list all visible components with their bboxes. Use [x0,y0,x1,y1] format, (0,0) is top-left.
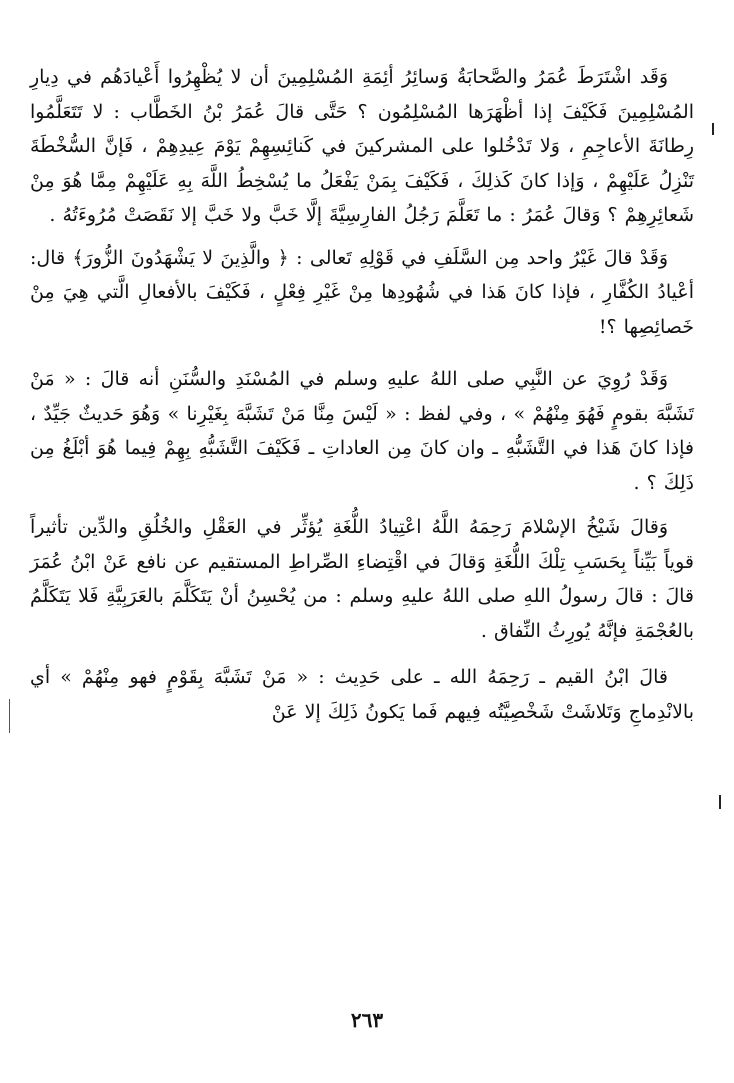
margin-mark [719,795,721,809]
paragraph-1: وَقَد اشْتَرَطَ عُمَرُ والصَّحابَةُ وَسائِرُ أئِمَةِ المُسْلِمِينَ أن لا يُظْهِرُوا أَعْيادَهُم في دِيارِ المُسْلِمِينَ فَكَيْفَ إذا أظْهَرَها المُسْلِمُون ؟ حَتَّى قالَ عُمَرُ بْنُ الخَطَّاب : لا تَتَعَلَّمُوا رِطانَةَ الأعاجِمِ ، وَلا تَدْخُلوا على المشركينَ في كَنائِسِهِمْ يَوْمَ عِيدِهِمْ ، فَإنَّ السُّخْطَةَ تَنْزِلُ عَلَيْهِمْ ، وَإذا كانَ كَذلِكَ ، فَكَيْفَ بِمَنْ يَفْعَلُ ما يُسْخِطُ اللَّهَ بِهِ عَلَيْهِمْ مِمَّا هُوَ مِنْ شَعائِرِهِمْ ؟ وَقالَ عُمَرُ : ما تَعَلَّمَ رَجُلُ الفارِسِيَّةَ إلَّا خَبَّ ولا خَبَّ إلا نَقَصَتْ مُرُوءَتُهُ . [30,66,694,226]
margin-mark [9,699,10,733]
paragraph-5: قالَ ابْنُ القيم ـ رَحِمَهُ الله ـ على حَدِيث : « مَنْ تَشَبَّهَ بِقَوْمٍ فهو مِنْهُمْ » أي بالانْدِماجِ وَتَلاشَتْ شَخْصِيَّتُه فِيهم فَما يَكونُ ذَلِكَ إلا عَنْ [30,666,694,723]
paragraph-3: وَقَدْ رُوِيَ عن النَّبِي صلى اللهُ عليهِ وسلم في المُسْنَدِ والسُّنَنِ أنه قالَ : « مَنْ تَشَبَّهَ بقومٍ فَهُوَ مِنْهُمْ » ، وفي لفظ : « لَيْسَ مِنَّا مَنْ تَشَبَّهَ بِغَيْرِنا » وَهُوَ حَديثٌ جَيِّدٌ ، فإذا كانَ هَذا في التَّشَبُّهِ ـ وان كانَ مِن العاداتِ ـ فَكَيْفَ التَّشَبُّهِ بِهِمْ فِيما هُوَ أبْلَغُ مِن ذَلِكَ ؟ . [30,368,694,494]
page-number: ٢٦٣ [350,1008,384,1032]
paragraph-2: وَقَدْ قالَ غَيْرُ واحد مِن السَّلَفِ في قَوْلِهِ تَعالى : ﴿ والَّذِينَ لا يَشْهَدُونَ الزُّورَ﴾ قال: أعْيادُ الكُفَّارِ ، فإذا كانَ هَذا في شُهُودِها مِنْ غَيْرِ فِعْلٍ ، فَكَيْفَ بالأفعالِ الَّتي هِيَ مِنْ خَصائِصِها ؟! [30,246,694,338]
paragraph-4: وَقالَ شَيْخُ الإسْلامَ رَحِمَهُ اللَّهُ اعْتِيادُ اللُّغَةِ يُؤثِّر في العَقْلِ والخُلُقِ والدِّين تأثيراً قوياً بَيِّناً بِحَسَبِ تِلْكَ اللُّغَةِ وَقالَ في اقْتِضاءِ الصِّراطِ المستقيم عن نافع عَنْ ابْنُ عُمَرَ قالَ : قالَ رسولُ اللهِ صلى اللهُ عليهِ وسلم : من يُحْسِنُ أنْ يَتَكَلَّمَ بالعَرَبِيَّةِ فَلا يَتَكَلَّمُ بالعُجْمَةِ فإنَّهُ يُورِثُ النِّفاق . [30,516,694,642]
margin-mark [712,123,714,135]
body-text [30,60,694,729]
